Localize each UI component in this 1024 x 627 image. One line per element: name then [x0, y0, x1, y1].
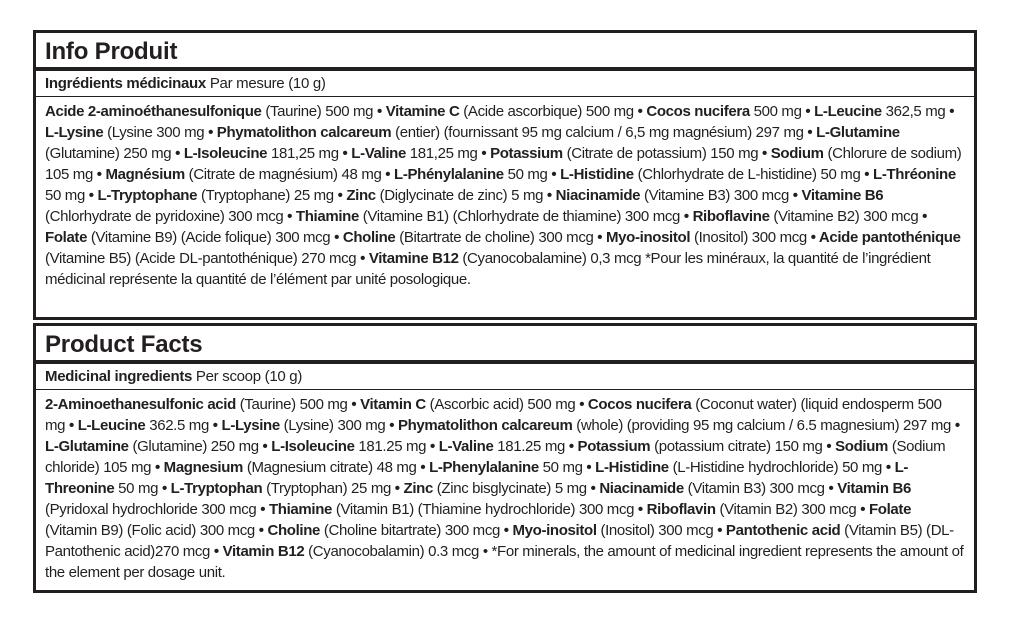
ingredient-name: Pantothenic acid — [725, 522, 841, 539]
ingredient-name: Vitamin B12 — [222, 543, 305, 560]
bullet-separator: • — [680, 208, 693, 225]
ingredient-detail: (Inositol) 300 mcg — [596, 522, 714, 539]
ingredient-entry — [394, 166, 548, 183]
bullet-separator: • — [499, 522, 513, 539]
ingredient-name: Potassium — [490, 145, 563, 162]
ingredient-detail: 50 mg — [114, 480, 159, 497]
bullet-separator: • — [204, 124, 217, 141]
ingredient-name: Vitamin B6 — [837, 480, 911, 497]
ingredient-detail: (Citrate de potassium) 150 mg — [562, 145, 759, 162]
ingredient-entry — [105, 166, 381, 183]
ingredient-entry — [78, 417, 209, 434]
ingredient-name: Myo-inositol — [606, 229, 691, 246]
ingredient-detail: (Lysine) 300 mg — [279, 417, 386, 434]
bullet-separator: • — [347, 396, 361, 413]
ingredients-header-english — [36, 364, 974, 390]
bullet-separator: • — [330, 229, 343, 246]
ingredient-detail: 50 mg — [503, 166, 548, 183]
ingredient-entry — [606, 229, 807, 246]
ingredient-entry — [560, 166, 860, 183]
ingredient-detail: (Taurine) 500 mg — [261, 103, 374, 120]
ingredient-entry — [556, 187, 789, 204]
ingredient-name: Choline — [342, 229, 396, 246]
bullet-separator: • — [593, 229, 607, 246]
ingredient-entry — [490, 145, 758, 162]
ingredient-name: L-Thréonine — [873, 166, 956, 183]
ingredient-detail: (Chlorhydrate de L-histidine) 50 mg — [633, 166, 861, 183]
ingredient-detail: (whole) (providing 95 mg calcium / 6.5 magnesium) 297 mg — [572, 417, 951, 434]
ingredient-entry — [360, 396, 575, 413]
ingredient-detail: 50 mg — [538, 459, 583, 476]
ingredient-name: L-Leucine — [77, 417, 146, 434]
bullet-separator: • — [210, 543, 223, 560]
ingredient-entry — [164, 459, 417, 476]
ingredient-detail: (Coconut water) (liquid endosperm 500 mg — [45, 396, 942, 434]
ingredient-name: Phymatolithon calcareum — [397, 417, 573, 434]
bullet-separator: • — [373, 103, 386, 120]
ingredients-list-english — [36, 390, 974, 583]
ingredient-detail: (Vitamine B5) (Acide DL-pantothénique) 270 mcg — [45, 250, 357, 267]
ingredient-entry — [45, 396, 348, 413]
ingredients-header-label: Medicinal ingredients — [45, 368, 193, 385]
ingredient-name: 2-Aminoethanesulfonic acid — [45, 396, 236, 413]
ingredient-name: Riboflavin — [646, 501, 716, 518]
bullet-separator: • — [385, 417, 398, 434]
bullet-separator: • — [171, 145, 184, 162]
ingredients-header-label: Ingrédients médicinaux — [45, 75, 206, 92]
ingredient-detail: 181.25 mg — [354, 438, 427, 455]
ingredient-entry — [693, 208, 919, 225]
ingredient-entry — [513, 522, 714, 539]
ingredient-detail: (potassium citrate) 150 mg — [650, 438, 823, 455]
ingredient-name: Acide pantothénique — [818, 229, 961, 246]
ingredient-entry — [647, 501, 857, 518]
ingredient-name: Thiamine — [268, 501, 332, 518]
ingredient-name: Acide 2-aminoéthanesulfonique — [45, 103, 262, 120]
ingredient-detail: 362.5 mg — [145, 417, 209, 434]
ingredient-name: Myo-inositol — [512, 522, 597, 539]
ingredient-detail: 181.25 mg — [493, 438, 565, 455]
bullet-separator: • — [788, 187, 802, 204]
bullet-separator: • — [333, 187, 347, 204]
bullet-separator: • — [582, 459, 596, 476]
ingredient-name: Phymatolithon calcareum — [216, 124, 392, 141]
ingredient-entry — [346, 187, 543, 204]
bullet-separator: • — [758, 145, 771, 162]
ingredient-name: L-Glutamine — [816, 124, 900, 141]
ingredient-detail: (Inositol) 300 mcg — [690, 229, 807, 246]
bullet-separator: • — [158, 480, 171, 497]
ingredient-entry — [271, 438, 426, 455]
ingredient-detail: (Vitamin B1) (Thiamine hydrochloride) 300 mcg — [332, 501, 635, 518]
bullet-separator: • — [426, 438, 439, 455]
ingredient-name: L-Lysine — [45, 124, 104, 141]
ingredient-name: L-Valine — [438, 438, 494, 455]
ingredient-detail: (L-Histidine hydrochloride) 50 mg — [668, 459, 883, 476]
ingredient-detail: (Tryptophane) 25 mg — [197, 187, 334, 204]
ingredient-detail: (Vitamin B3) 300 mcg — [683, 480, 825, 497]
ingredient-detail: (Chlorhydrate de pyridoxine) 300 mcg — [45, 208, 284, 225]
ingredient-name: L-Histidine — [595, 459, 669, 476]
ingredient-name: Cocos nucifera — [587, 396, 692, 413]
ingredients-header-french — [36, 71, 974, 97]
ingredient-name: Sodium — [835, 438, 889, 455]
ingredient-name: Cocos nucifera — [646, 103, 750, 120]
panel-title-english: Product Facts — [36, 326, 974, 364]
ingredient-detail: (Vitamin B2) 300 mcg — [715, 501, 857, 518]
bullet-separator: • — [256, 501, 269, 518]
ingredient-detail: (Vitamine B1) (Chlorhydrate de thiamine) 300 mcg — [358, 208, 681, 225]
ingredient-entry — [184, 145, 339, 162]
ingredient-entry — [439, 438, 565, 455]
ingredient-detail: 362,5 mg — [881, 103, 946, 120]
ingredient-entry — [404, 480, 587, 497]
ingredient-name: L-Phénylalanine — [394, 166, 504, 183]
bullet-separator: • — [151, 459, 164, 476]
ingredient-name: L-Lysine — [221, 417, 280, 434]
ingredient-name: L-Valine — [351, 145, 406, 162]
ingredient-name: Vitamin C — [360, 396, 426, 413]
bullet-separator: • — [565, 438, 578, 455]
bullet-separator: • — [824, 480, 838, 497]
ingredient-entry — [217, 124, 804, 141]
bullet-separator: • — [918, 208, 928, 225]
bullet-separator: • — [338, 145, 352, 162]
ingredient-name: Zinc — [346, 187, 376, 204]
bullet-separator: • — [856, 501, 869, 518]
ingredient-detail: (Diglycinate de zinc) 5 mg — [375, 187, 544, 204]
bullet-separator: • — [254, 522, 268, 539]
bullet-separator: • — [84, 187, 98, 204]
panel-title-french: Info Produit — [36, 33, 974, 71]
ingredient-entry — [45, 124, 204, 141]
ingredient-entry — [398, 417, 951, 434]
ingredient-detail: (Lysine 300 mg — [103, 124, 205, 141]
info-produit-panel — [33, 30, 977, 320]
ingredient-detail: (Cyanocobalamine) 0,3 mcg *Pour les minéraux, la quantité de l’ingrédient médicinal représente la quantité de l’élément par unité posologique. — [45, 250, 931, 288]
bullet-separator: • — [801, 103, 815, 120]
ingredient-entry — [814, 103, 945, 120]
ingredient-entry — [599, 480, 824, 497]
ingredient-name: L-Isoleucine — [183, 145, 268, 162]
ingredient-entry — [296, 208, 680, 225]
ingredient-detail: (Glutamine) 250 mg — [45, 145, 172, 162]
ingredient-entry — [45, 229, 330, 246]
bullet-separator: • — [65, 417, 78, 434]
ingredient-name: Magnésium — [105, 166, 185, 183]
ingredient-detail: (Vitamin B9) (Folic acid) 300 mcg — [45, 522, 255, 539]
bullet-separator: • — [356, 250, 369, 267]
bullet-separator: • — [951, 417, 960, 434]
bullet-separator: • — [803, 124, 817, 141]
ingredient-entry — [595, 459, 882, 476]
ingredient-name: L-Isoleucine — [271, 438, 355, 455]
ingredient-entry — [222, 417, 386, 434]
ingredient-entry — [351, 145, 477, 162]
bullet-separator: • — [586, 480, 600, 497]
bullet-separator: • — [575, 396, 588, 413]
bullet-separator: • — [860, 166, 873, 183]
ingredient-name: Potassium — [577, 438, 651, 455]
ingredient-detail: (Vitamin B5) (DL-Pantothenic acid)270 mcg — [45, 522, 954, 560]
ingredient-detail: (Magnesium citrate) 48 mg — [243, 459, 417, 476]
ingredient-detail: (Taurine) 500 mg — [235, 396, 348, 413]
bullet-separator: • — [92, 166, 106, 183]
ingredient-name: Sodium — [770, 145, 824, 162]
ingredient-detail: (Citrate de magnésium) 48 mg — [184, 166, 382, 183]
ingredient-name: L-Tryptophan — [170, 480, 263, 497]
serving-size: Per scoop (10 g) — [192, 368, 303, 385]
ingredient-entry — [45, 438, 259, 455]
ingredient-detail: (Bitartrate de choline) 300 mcg — [395, 229, 594, 246]
ingredient-name: L-Glutamine — [45, 438, 129, 455]
ingredient-name: L-Phenylalanine — [429, 459, 539, 476]
ingredient-name: Vitamine C — [385, 103, 460, 120]
ingredient-name: Niacinamide — [555, 187, 641, 204]
bullet-separator: • — [477, 145, 491, 162]
ingredient-entry — [578, 438, 823, 455]
ingredient-detail: 181,25 mg — [405, 145, 478, 162]
ingredient-detail: (Choline bitartrate) 300 mcg — [320, 522, 500, 539]
ingredient-name: Niacinamide — [599, 480, 684, 497]
ingredient-name: Magnesium — [163, 459, 244, 476]
ingredient-detail: (Ascorbic acid) 500 mg — [425, 396, 576, 413]
ingredient-name: L-Leucine — [814, 103, 882, 120]
ingredient-name: Vitamine B12 — [368, 250, 459, 267]
ingredient-detail: (Pyridoxal hydrochloride 300 mcg — [45, 501, 257, 518]
bullet-separator: • — [882, 459, 895, 476]
bullet-separator: • — [633, 103, 647, 120]
ingredient-entry — [386, 103, 634, 120]
ingredient-detail: (Vitamine B2) 300 mcg — [769, 208, 919, 225]
bullet-separator: • — [547, 166, 561, 183]
ingredient-detail: 181,25 mg — [267, 145, 339, 162]
ingredient-detail: 50 mg — [45, 187, 85, 204]
bullet-separator: • — [634, 501, 647, 518]
ingredient-name: Vitamine B6 — [801, 187, 884, 204]
ingredient-entry — [646, 103, 801, 120]
ingredient-name: Thiamine — [295, 208, 359, 225]
ingredient-detail: (Tryptophan) 25 mg — [262, 480, 391, 497]
ingredient-detail: (entier) (fournissant 95 mg calcium / 6,5 mg magnésium) 297 mg — [391, 124, 804, 141]
ingredient-detail: (Vitamine B9) (Acide folique) 300 mcg — [87, 229, 331, 246]
ingredient-entry — [171, 480, 391, 497]
bullet-separator: • — [208, 417, 222, 434]
ingredient-entry — [267, 522, 500, 539]
ingredient-name: L-Threonine — [45, 459, 909, 497]
ingredient-detail: (Chlorure de sodium) 105 mg — [45, 145, 962, 183]
ingredient-name: Folate — [45, 229, 88, 246]
product-facts-panel — [33, 323, 977, 593]
ingredient-entry — [269, 501, 634, 518]
bullet-separator: • — [543, 187, 556, 204]
bullet-separator: • — [381, 166, 395, 183]
ingredient-name: Zinc — [403, 480, 433, 497]
bullet-separator: • — [258, 438, 272, 455]
bullet-separator: • — [945, 103, 955, 120]
ingredient-name: L-Tryptophane — [97, 187, 198, 204]
serving-size: Par mesure (10 g) — [205, 75, 326, 92]
ingredient-detail: (Glutamine) 250 mg — [128, 438, 259, 455]
bullet-separator: • — [806, 229, 819, 246]
ingredient-detail: (Vitamine B3) 300 mcg — [640, 187, 789, 204]
ingredient-name: Riboflavine — [692, 208, 770, 225]
bullet-separator: • — [416, 459, 430, 476]
bullet-separator: • — [390, 480, 404, 497]
bullet-separator: • — [822, 438, 836, 455]
ingredient-detail: (Acide ascorbique) 500 mg — [459, 103, 634, 120]
ingredients-list-french — [36, 97, 974, 290]
ingredient-entry — [429, 459, 583, 476]
ingredient-name: L-Histidine — [560, 166, 634, 183]
bullet-separator: • — [283, 208, 296, 225]
ingredient-detail: (Zinc bisglycinate) 5 mg — [432, 480, 587, 497]
bullet-separator: • — [713, 522, 726, 539]
ingredient-detail: (Cyanocobalamin) 0.3 mcg • *For minerals, the amount of medicinal ingredient represents the amount of the element per dosage unit. — [45, 543, 964, 581]
ingredient-name: Choline — [267, 522, 321, 539]
ingredient-entry — [98, 187, 334, 204]
ingredient-detail: 500 mg — [749, 103, 802, 120]
ingredient-detail: (Sodium chloride) 105 mg — [45, 438, 946, 476]
ingredient-entry — [45, 103, 373, 120]
ingredient-name: Folate — [868, 501, 912, 518]
ingredient-entry — [343, 229, 594, 246]
